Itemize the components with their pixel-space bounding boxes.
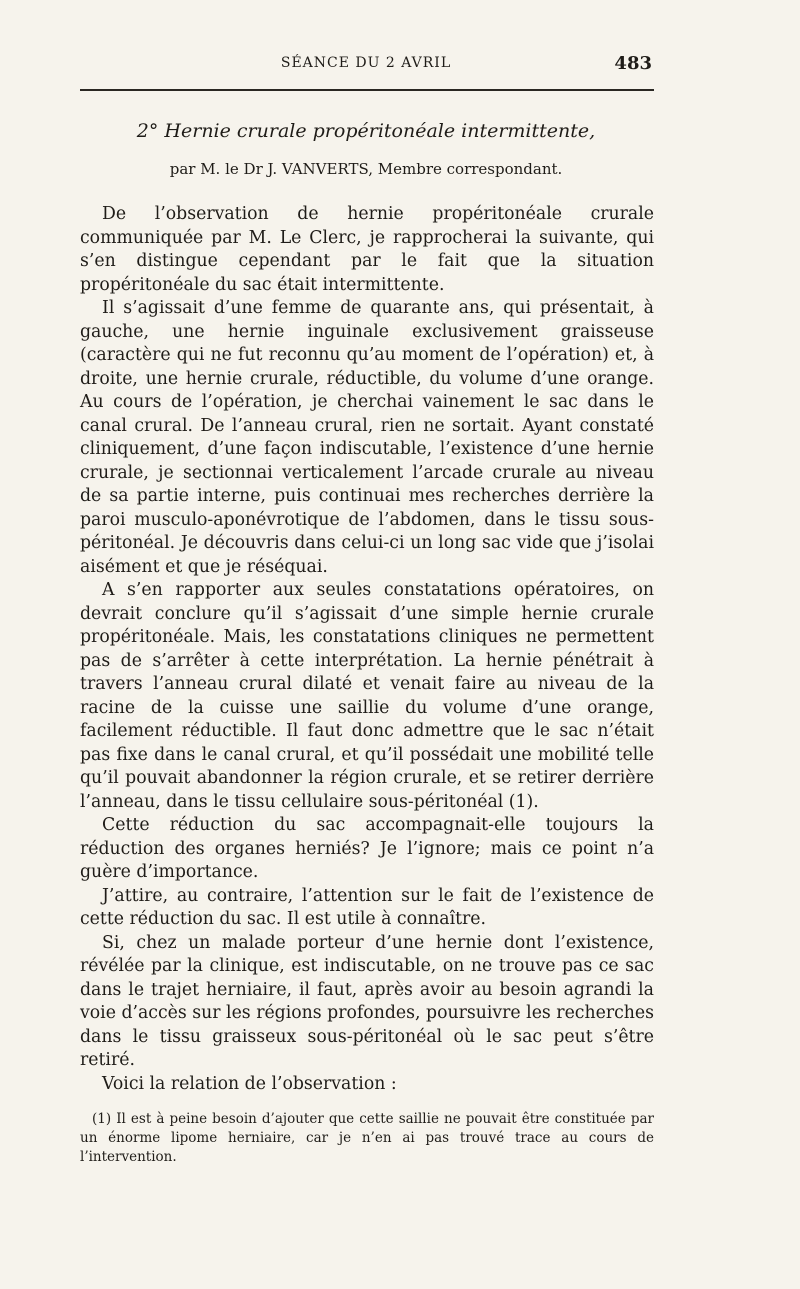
paragraph: De l’observation de hernie propéritonéale crurale communiquée par M. Le Clerc, je rapprocherai la suivante, qui s’en distingue cependant par le fait que la situation propéritonéale du sac était intermittente. [80, 204, 654, 295]
paragraph: Si, chez un malade porteur d’une hernie dont l’existence, révélée par la clinique, est indiscutable, on ne trouve pas ce sac dans le trajet herniaire, il faut, après avoir au besoin agrandi la voie d’accès sur les régions profondes, poursuivre les recherches dans le tissu graisseux sous-péritonéal où le sac peut s’être retiré. [80, 932, 654, 1070]
paragraph: J’attire, au contraire, l’attention sur le fait de l’existence de cette réduction du sac. Il est utile à connaître. [80, 885, 654, 929]
article-author: par M. le Dr J. VANVERTS, Membre correspondant. [169, 160, 563, 178]
article-body [80, 203, 654, 1096]
paragraph: Il s’agissait d’une femme de quarante ans, qui présentait, à gauche, une hernie inguinale exclusivement graisseuse (caractère qui ne fut reconnu qu’au moment de l’opération) et, à droite, une hernie crurale, réductible, du volume d’une orange. Au cours de l’opération, je cherchai vainement le sac dans le canal crural. De l’anneau crural, rien ne sortait. Ayant constaté cliniquement, d’une façon indiscutable, l’existence d’une hernie crurale, je sectionnai verticalement l’arcade crurale au niveau de sa partie interne, puis continuai mes recherches derrière la paroi musculo-aponévrotique de l’abdomen, dans le tissu sous-péritonéal. Je découvris dans celui-ci un long sac vide que j’isolai aisément et que je réséquai. [80, 298, 654, 577]
paragraph: A s’en rapporter aux seules constatations opératoires, on devrait conclure qu’il s’agissait d’une simple hernie crurale propéritonéale. Mais, les constatations cliniques ne permettent pas de s’arrêter à cette interprétation. La hernie pénétrait à travers l’anneau crural dilaté et venait faire au niveau de la racine de la cuisse une saillie du volume d’une orange, facilement réductible. Il faut donc admettre que le sac n’était pas fixe dans le canal crural, et qu’il possédait une mobilité telle qu’il pouvait abandonner la région crurale, et se retirer derrière l’anneau, dans le tissu cellulaire sous-péritonéal (1). [80, 580, 654, 812]
footnote [80, 1110, 654, 1167]
header-rule [80, 89, 654, 91]
article-title: 2° Hernie crurale propéritonéale intermittente, [136, 120, 596, 142]
paragraph: Cette réduction du sac accompagnait-elle toujours la réduction des organes herniés? Je l’ignore; mais ce point n’a guère d’importance. [80, 815, 654, 882]
footnote-text: (1) Il est à peine besoin d’ajouter que cette saillie ne pouvait être constituée par un énorme lipome herniaire, car je n’en ai pas trouvé trace au cours de l’intervention. [80, 1111, 654, 1165]
running-head [80, 55, 652, 77]
page-number: 483 [614, 53, 652, 74]
running-title: SÉANCE DU 2 AVRIL [280, 55, 452, 71]
paragraph: Voici la relation de l’observation : [102, 1073, 397, 1094]
